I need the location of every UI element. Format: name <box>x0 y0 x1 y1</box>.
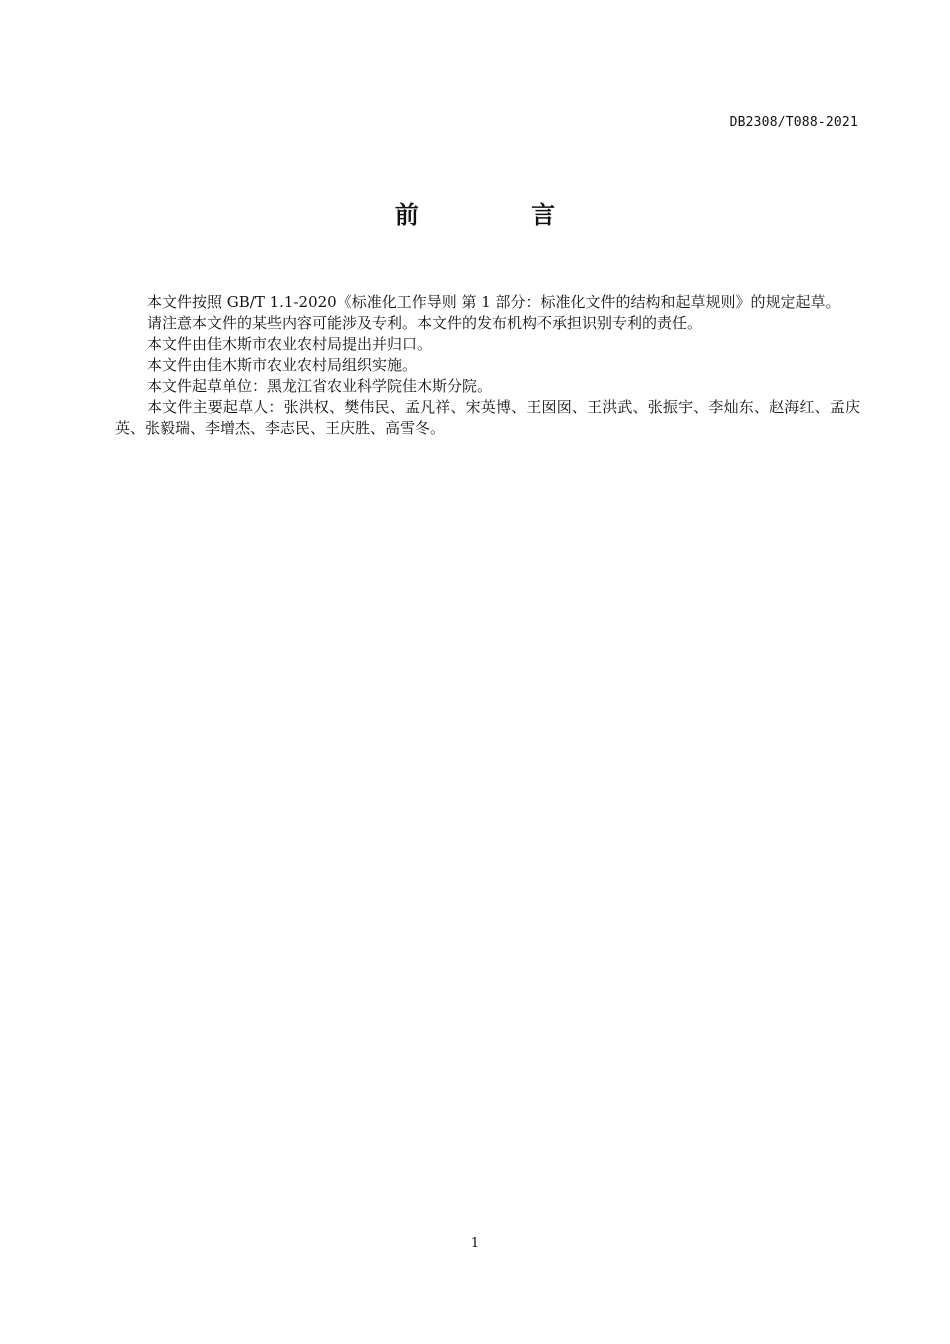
foreword-body <box>115 292 860 439</box>
page-title: 前 言 <box>394 201 608 229</box>
document-code: DB2308/T088-2021 <box>729 115 858 130</box>
paragraph-patent-notice: 请注意本文件的某些内容可能涉及专利。本文件的发布机构不承担识别专利的责任。 <box>147 314 703 332</box>
paragraph-drafters: 本文件主要起草人：张洪权、樊伟民、孟凡祥、宋英博、王囡囡、王洪武、张振宇、李灿东、赵海红、孟庆英、张毅瑞、李增杰、李志民、王庆胜、高雪冬。 <box>115 398 860 437</box>
paragraph-drafting-basis: 本文件按照 GB/T 1.1-2020《标准化工作导则 第 1 部分：标准化文件的结构和起草规则》的规定起草。 <box>147 293 841 311</box>
page-number: 1 <box>470 1236 480 1251</box>
paragraph-proposer: 本文件由佳木斯市农业农村局提出并归口。 <box>147 335 433 353</box>
paragraph-drafting-unit: 本文件起草单位：黑龙江省农业科学院佳木斯分院。 <box>147 377 493 395</box>
paragraph-implementer: 本文件由佳木斯市农业农村局组织实施。 <box>147 356 418 374</box>
